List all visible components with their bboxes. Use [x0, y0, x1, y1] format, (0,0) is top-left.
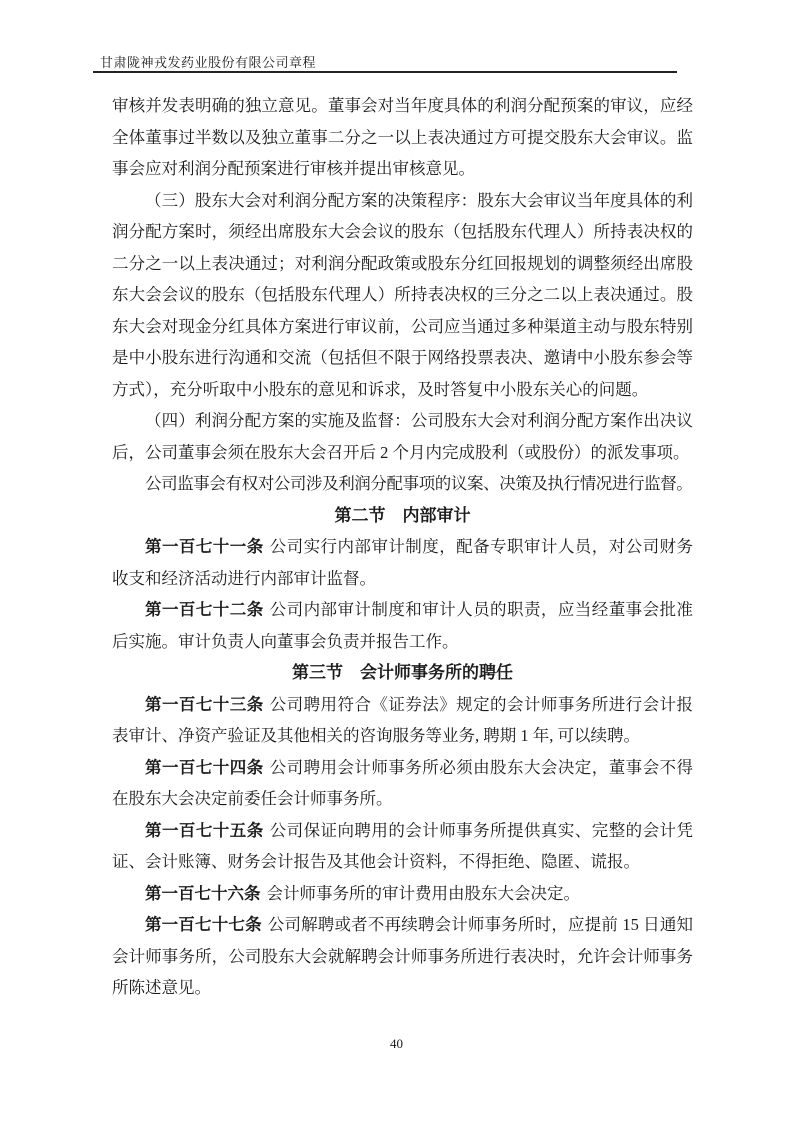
page-footer	[0, 1036, 793, 1052]
article-number: 第一百七十四条	[145, 757, 264, 777]
article-number: 第一百七十三条	[145, 694, 264, 714]
document-body	[112, 90, 693, 1004]
body-paragraph: 审核并发表明确的独立意见。董事会对当年度具体的利润分配预案的审议，应经全体董事过半数以及独立董事二分之一以上表决通过方可提交股东大会审议。监事会应对利润分配预案进行审核并提出审核意见。	[112, 96, 693, 178]
article-paragraph: 第一百七十二条 公司内部审计制度和审计人员的职责，应当经董事会批准后实施。审计负责人向董事会负责并报告工作。	[112, 600, 694, 651]
article-paragraph: 第一百七十三条 公司聘用符合《证券法》规定的会计师事务所进行会计报表审计、净资产验证及其他相关的咨询服务等业务, 聘期 1 年, 可以续聘。	[112, 694, 694, 745]
article-paragraph: 第一百七十五条 公司保证向聘用的会计师事务所提供真实、完整的会计凭证、会计账簿、财务会计报告及其他会计资料，不得拒绝、隐匿、谎报。	[112, 820, 694, 871]
body-paragraph: （四）利润分配方案的实施及监督：公司股东大会对利润分配方案作出决议后，公司董事会须在股东大会召开后 2 个月内完成股利（或股份）的派发事项。	[112, 411, 693, 462]
header-rule	[93, 71, 677, 73]
article-number: 第一百七十五条	[145, 820, 264, 840]
article-number: 第一百七十六条	[145, 883, 261, 903]
article-paragraph: 第一百七十七条 公司解聘或者不再续聘会计师事务所时，应提前 15 日通知会计师事务所，公司股东大会就解聘会计师事务所进行表决时，允许会计师事务所陈述意见。	[112, 915, 694, 997]
article-number: 第一百七十一条	[145, 537, 264, 556]
body-paragraph: 公司监事会有权对公司涉及利润分配事项的议案、决策及执行情况进行监督。	[145, 474, 693, 493]
page-number: 40	[390, 1036, 403, 1051]
article-paragraph: 第一百七十一条 公司实行内部审计制度，配备专职审计人员，对公司财务收支和经济活动进行内部审计监督。	[112, 537, 694, 588]
article-paragraph: 第一百七十四条 公司聘用会计师事务所必须由股东大会决定，董事会不得在股东大会决定前委任会计师事务所。	[112, 757, 694, 808]
body-paragraph: （三）股东大会对利润分配方案的决策程序：股东大会审议当年度具体的利润分配方案时，须经出席股东大会会议的股东（包括股东代理人）所持表决权的二分之一以上表决通过；对利润分配政策或股东分红回报规划的调整须经出席股东大会会议的股东（包括股东代理人）所持表决权的三分之二以上表决通过。股东大会对现金分红具体方案进行审议前，公司应当通过多种渠道主动与股东特别是中小股东进行沟通和交流（包括但不限于网络投票表决、邀请中小股东参会等方式），充分听取中小股东的意见和诉求，及时答复中小股东关心的问题。	[112, 190, 693, 399]
article-number: 第一百七十二条	[145, 600, 264, 619]
section-heading: 第二节 内部审计	[334, 505, 471, 525]
article-number: 第一百七十七条	[145, 915, 262, 934]
article-paragraph: 第一百七十六条 会计师事务所的审计费用由股东大会决定。	[145, 883, 580, 903]
section-heading: 第三节 会计师事务所的聘任	[292, 663, 513, 682]
header-title: 甘肃陇神戎发药业股份有限公司章程	[100, 55, 317, 70]
